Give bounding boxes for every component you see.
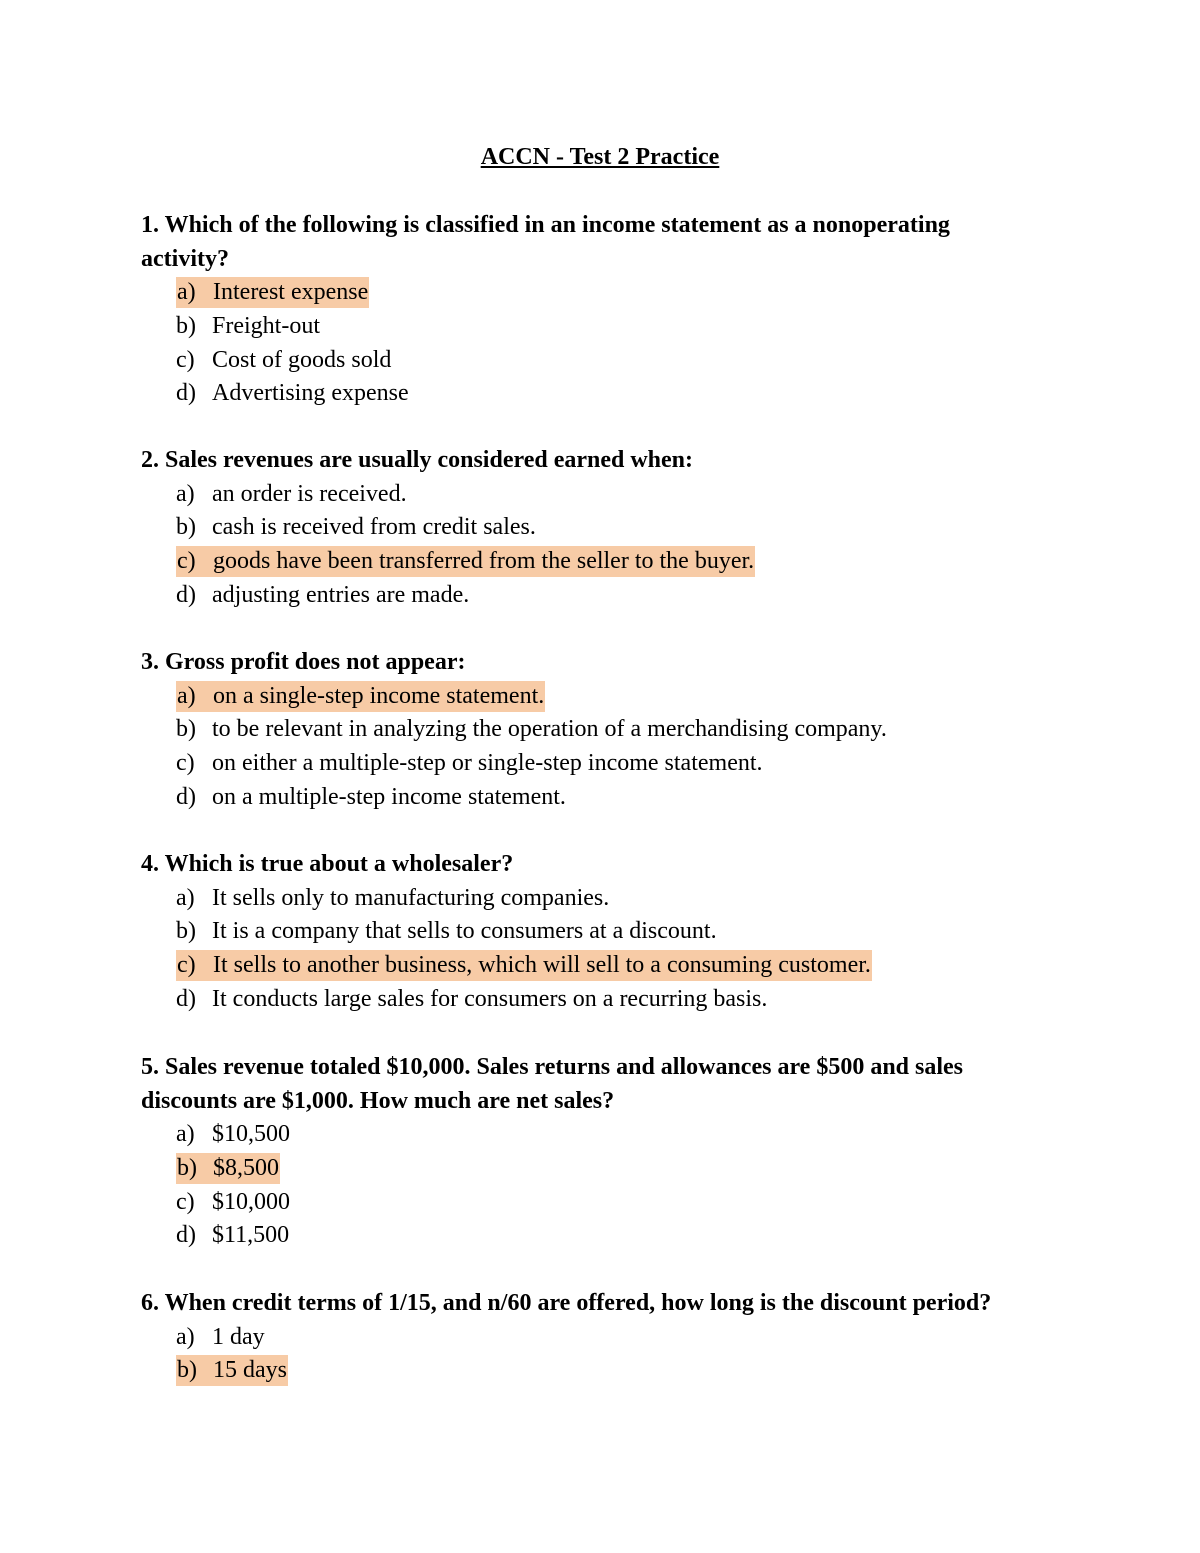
question-text: 4. Which is true about a wholesaler? — [141, 851, 514, 877]
answer-options — [141, 680, 1041, 815]
question-4 — [141, 848, 1041, 1017]
answer-option — [176, 344, 1041, 378]
option-letter: a) — [176, 1323, 195, 1350]
answer-option — [176, 1321, 1041, 1355]
option-letter: d) — [176, 1222, 196, 1249]
option-text: an order is received. — [212, 480, 407, 507]
option-text: $11,500 — [212, 1222, 290, 1249]
option-letter: a) — [176, 884, 195, 911]
answer-option — [176, 310, 1041, 344]
option-text: Cost of goods sold — [212, 346, 392, 373]
question-text: 1. Which of the following is classified in an income statement as a nonoperating activity? — [141, 212, 950, 272]
answer-option — [176, 478, 1041, 512]
option-letter: b) — [176, 716, 196, 743]
option-text: goods have been transferred from the seller to the buyer. — [213, 548, 755, 575]
answer-option — [176, 949, 1041, 983]
option-letter: d) — [176, 581, 196, 608]
answer-option — [176, 983, 1041, 1017]
answer-option — [176, 1186, 1041, 1220]
answer-option — [176, 713, 1041, 747]
option-text: It is a company that sells to consumers at a discount. — [212, 918, 717, 945]
option-text: It sells only to manufacturing companies. — [212, 884, 610, 911]
answer-options — [141, 1118, 1041, 1253]
answer-options — [141, 276, 1041, 411]
answer-option — [176, 680, 1041, 714]
option-text: adjusting entries are made. — [212, 581, 470, 608]
document-title: ACCN - Test 2 Practice — [480, 144, 720, 170]
option-letter: c) — [176, 750, 195, 777]
question-5 — [141, 1051, 1041, 1253]
option-letter: a) — [176, 1121, 195, 1147]
option-letter: b) — [177, 1357, 197, 1384]
question-3 — [141, 646, 1041, 815]
question-text: 6. When credit terms of 1/15, and n/60 are offered, how long is the discount period? — [141, 1290, 992, 1316]
option-letter: b) — [176, 514, 196, 541]
option-text: It sells to another business, which will sell to a consuming customer. — [213, 952, 871, 979]
answer-option — [176, 1219, 1041, 1253]
question-2 — [141, 444, 1041, 613]
option-text: 1 day — [212, 1323, 265, 1350]
option-letter: a) — [177, 682, 196, 709]
answer-option — [176, 781, 1041, 815]
option-text: cash is received from credit sales. — [212, 514, 536, 541]
answer-option — [176, 882, 1041, 916]
answer-option — [176, 1354, 1041, 1388]
option-text: Freight-out — [212, 312, 320, 339]
answer-option — [176, 579, 1041, 613]
question-1 — [141, 209, 1041, 411]
option-text: $10,500 — [212, 1121, 290, 1147]
option-text: on a single-step income statement. — [213, 682, 545, 709]
option-text: $8,500 — [213, 1154, 279, 1181]
option-letter: a) — [176, 480, 195, 507]
option-letter: b) — [176, 312, 196, 339]
option-text: 15 days — [213, 1357, 287, 1384]
option-letter: c) — [177, 952, 196, 979]
option-letter: d) — [176, 985, 196, 1012]
option-letter: b) — [176, 918, 196, 945]
answer-option — [176, 377, 1041, 411]
answer-options — [141, 882, 1041, 1017]
option-text: on a multiple-step income statement. — [212, 783, 566, 810]
answer-option — [176, 1118, 1041, 1152]
option-text: Interest expense — [213, 279, 369, 305]
answer-option — [176, 1152, 1041, 1186]
option-letter: b) — [177, 1154, 197, 1181]
option-letter: c) — [176, 1188, 195, 1215]
option-text: on either a multiple-step or single-step income statement. — [212, 750, 763, 777]
answer-options — [141, 1321, 1041, 1389]
answer-option — [176, 915, 1041, 949]
option-letter: d) — [176, 380, 196, 407]
option-letter: c) — [177, 548, 196, 575]
answer-options — [141, 478, 1041, 613]
answer-option — [176, 747, 1041, 781]
option-letter: a) — [177, 279, 196, 305]
answer-option — [176, 276, 1041, 310]
question-text: 3. Gross profit does not appear: — [141, 649, 466, 675]
option-text: $10,000 — [212, 1188, 290, 1215]
answer-option — [176, 545, 1041, 579]
question-text: 2. Sales revenues are usually considered earned when: — [141, 447, 694, 473]
option-text: to be relevant in analyzing the operation of a merchandising company. — [212, 716, 887, 743]
option-letter: c) — [176, 346, 195, 373]
question-text: 5. Sales revenue totaled $10,000. Sales returns and allowances are $500 and sales discounts are $1,000. How much are net sales? — [141, 1054, 964, 1114]
answer-option — [176, 511, 1041, 545]
question-6 — [141, 1287, 1041, 1388]
option-letter: d) — [176, 783, 196, 810]
option-text: It conducts large sales for consumers on a recurring basis. — [212, 985, 768, 1012]
option-text: Advertising expense — [212, 380, 409, 407]
